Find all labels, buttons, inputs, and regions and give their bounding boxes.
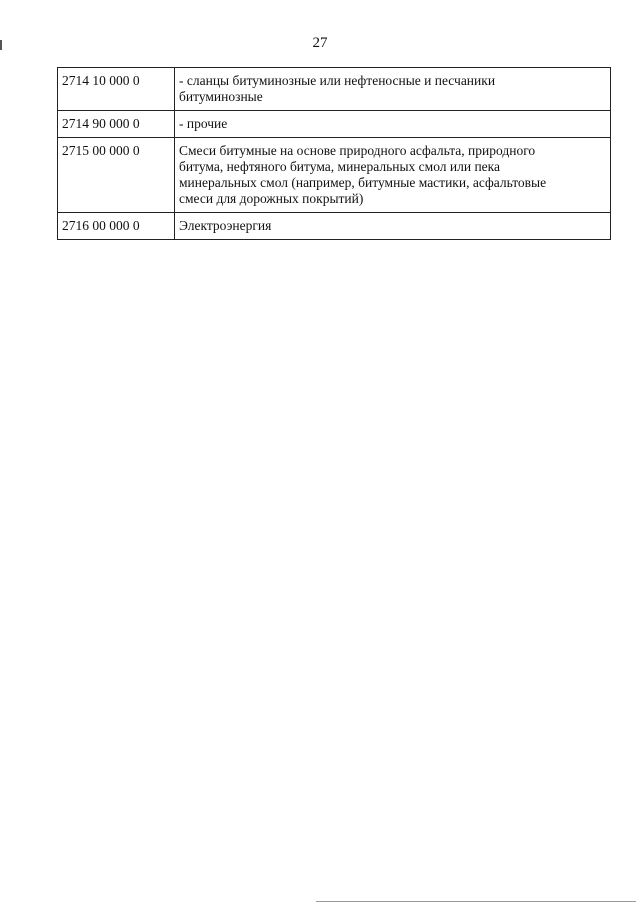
- description-line: - прочие: [179, 116, 228, 131]
- tariff-code-table: [57, 67, 611, 240]
- code-cell: 2715 00 000 0: [58, 138, 175, 213]
- description-line: Электроэнергия: [179, 218, 272, 233]
- description-line: смеси для дорожных покрытий): [179, 191, 364, 206]
- description-cell: [175, 68, 611, 111]
- page-number: 27: [312, 35, 328, 51]
- description-line: минеральных смол (например, битумные мастики, асфальтовые: [179, 175, 547, 190]
- description-line: Смеси битумные на основе природного асфальта, природного: [179, 143, 536, 158]
- description-cell: [175, 213, 611, 240]
- code-cell: 2714 10 000 0: [58, 68, 175, 111]
- description-cell: [175, 138, 611, 213]
- description-line: - сланцы битуминозные или нефтеносные и песчаники: [179, 73, 496, 88]
- code-cell: 2716 00 000 0: [58, 213, 175, 240]
- table-row: [58, 138, 611, 213]
- table-row: [58, 68, 611, 111]
- table-row: [58, 111, 611, 138]
- description-cell: [175, 111, 611, 138]
- description-line: битуминозные: [179, 89, 263, 104]
- code-cell: 2714 90 000 0: [58, 111, 175, 138]
- scan-bottom-edge: [316, 901, 636, 902]
- description-line: битума, нефтяного битума, минеральных смол или пека: [179, 159, 501, 174]
- table-row: [58, 213, 611, 240]
